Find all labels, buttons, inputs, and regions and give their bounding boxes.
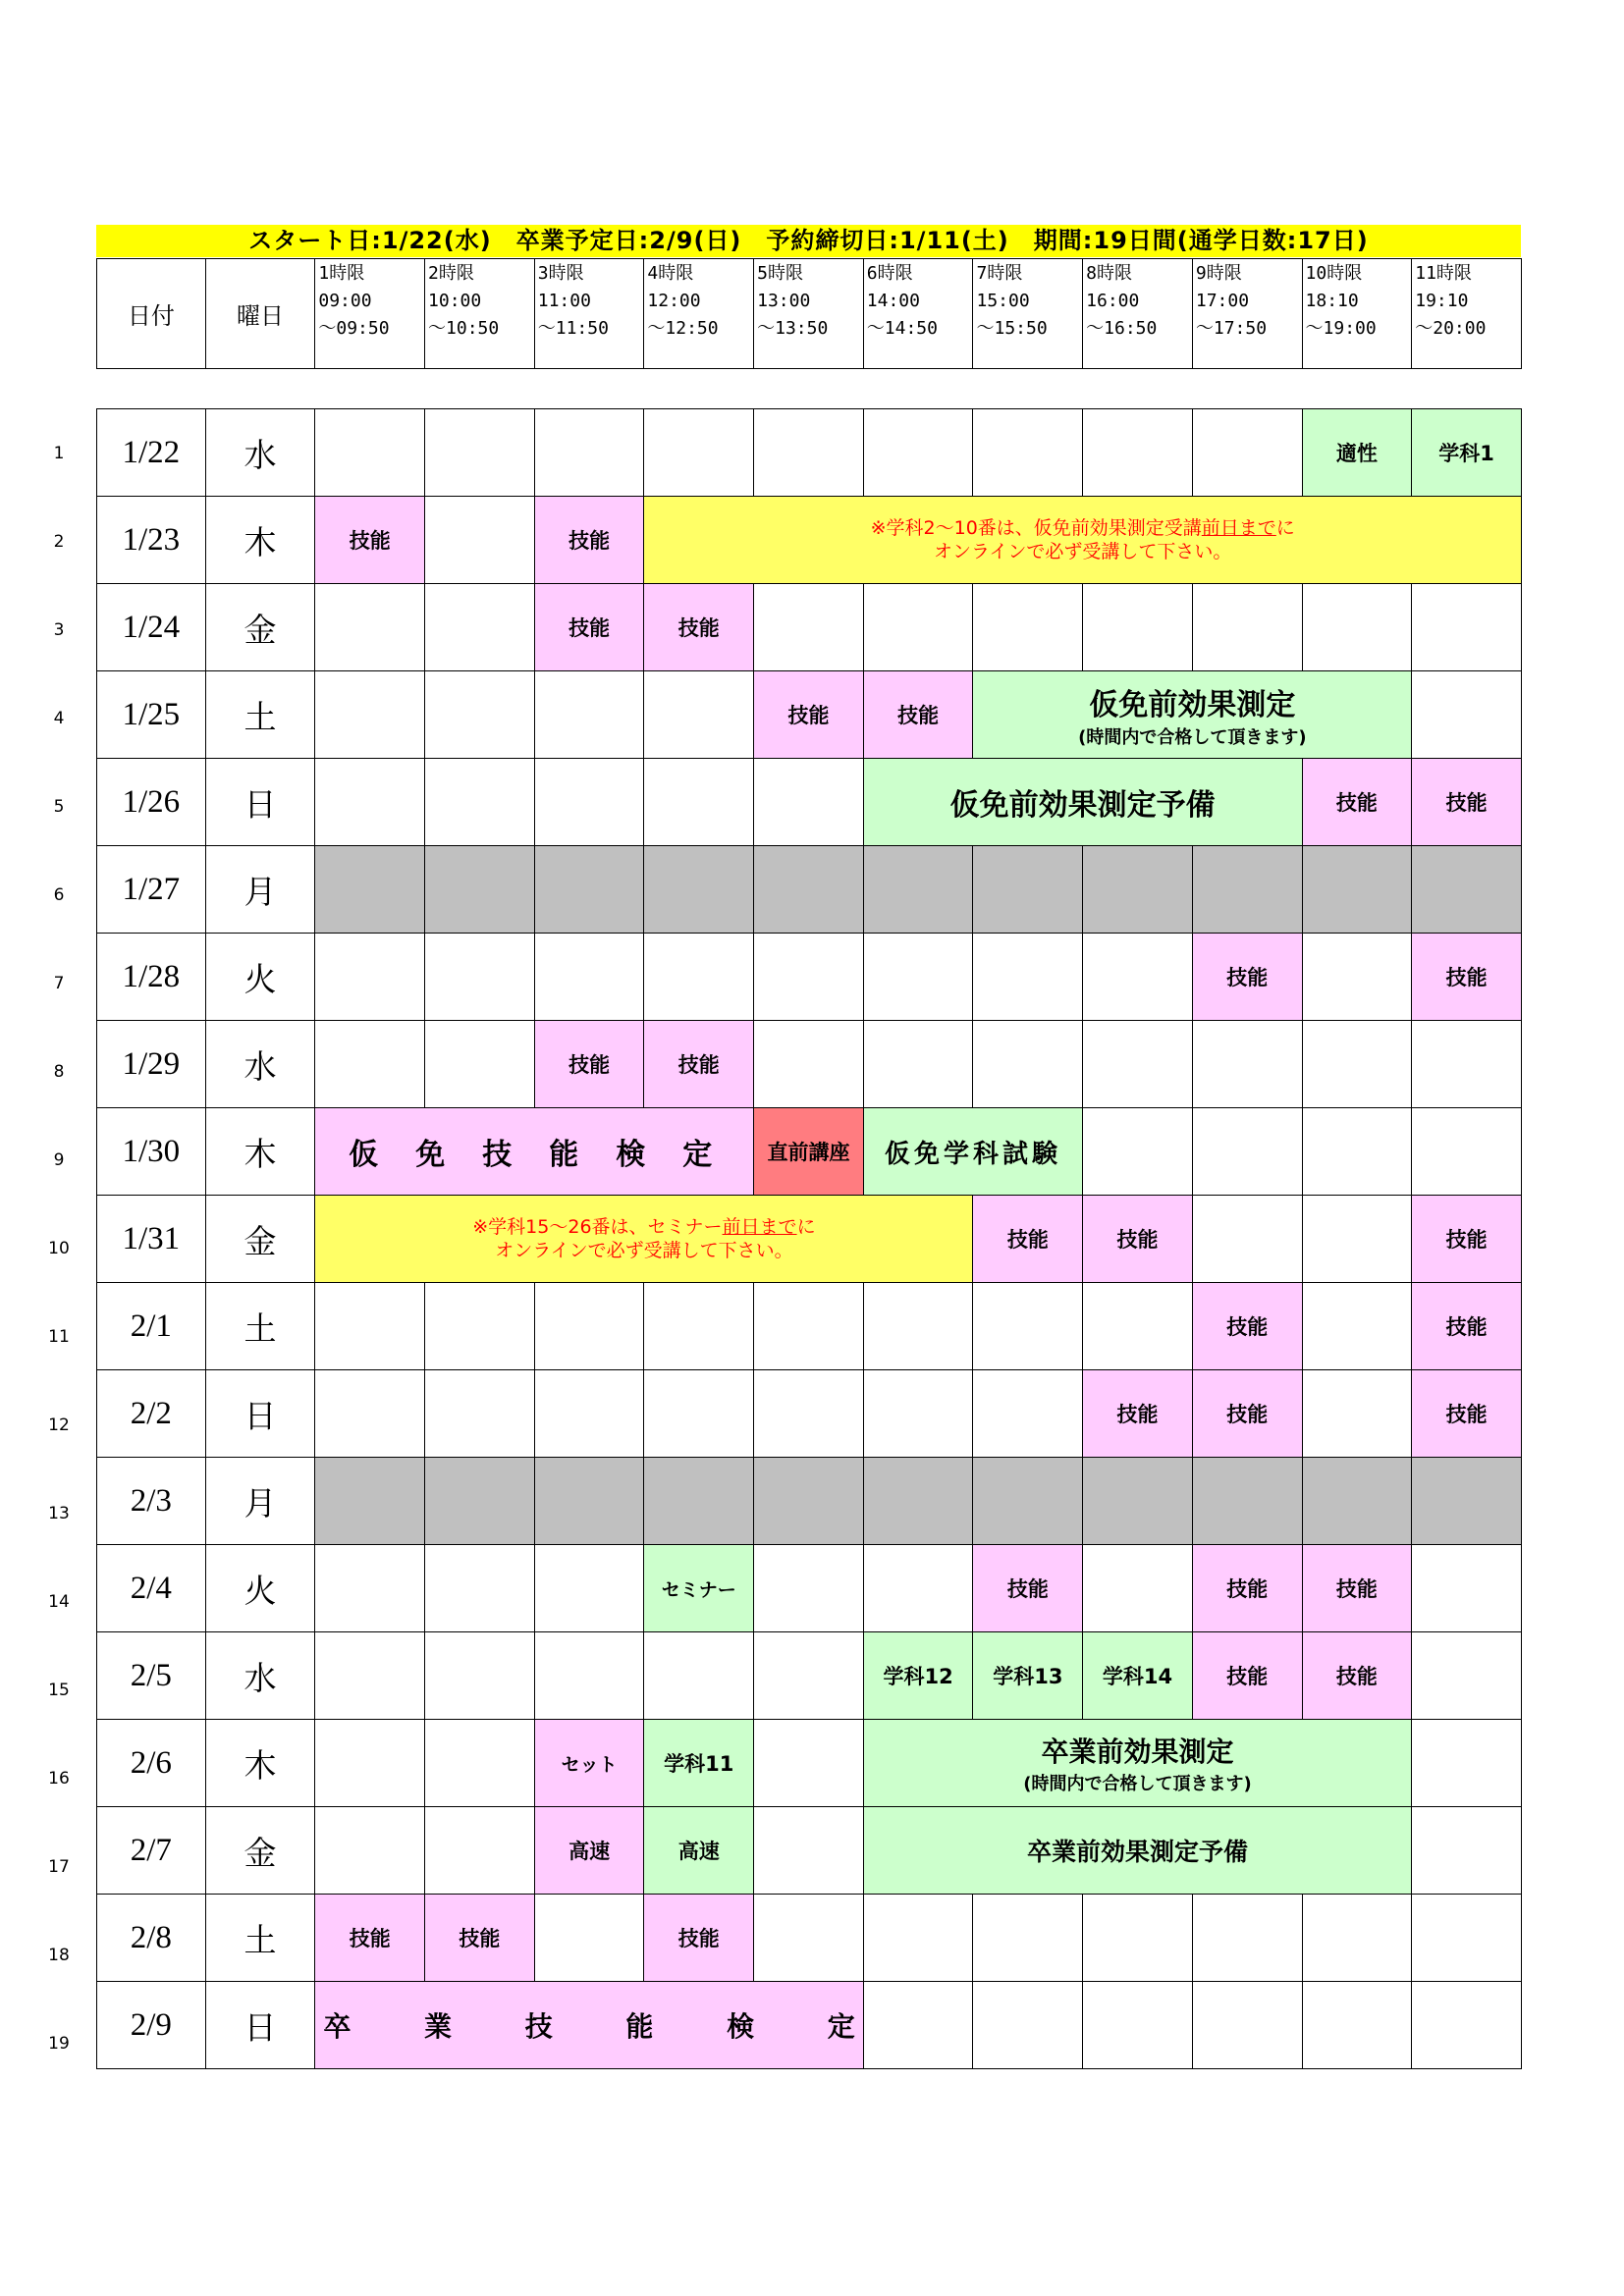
empty-slot bbox=[315, 1720, 425, 1807]
row-number: 5 bbox=[53, 797, 65, 817]
event-note: (時間内で合格して頂きます) bbox=[1078, 727, 1307, 748]
sotsugyo-kouka-yobi: 卒業前効果測定予備 bbox=[863, 1807, 1411, 1895]
period-header-10: 10時限 18:10 ～19:00 bbox=[1302, 259, 1412, 369]
closed-slot bbox=[1083, 1458, 1193, 1545]
notice-text: ※学科2～10番は、仮免前効果測定受講 bbox=[870, 517, 1202, 539]
schedule-row bbox=[97, 671, 1522, 759]
ginou-slot: 技能 bbox=[534, 497, 644, 584]
ginou-slot: 技能 bbox=[1083, 1370, 1193, 1458]
date-cell: 2/3 bbox=[97, 1458, 206, 1545]
empty-slot bbox=[754, 1720, 864, 1807]
closed-slot bbox=[425, 1458, 535, 1545]
closed-slot bbox=[1192, 1458, 1302, 1545]
empty-slot bbox=[425, 497, 535, 584]
empty-slot bbox=[1083, 1108, 1193, 1196]
empty-slot bbox=[1192, 1196, 1302, 1283]
empty-slot bbox=[863, 1545, 973, 1632]
row-number: 1 bbox=[53, 444, 65, 463]
ginou-slot: 技能 bbox=[1192, 1283, 1302, 1370]
dow-cell: 火 bbox=[205, 934, 315, 1021]
ginou-slot: 技能 bbox=[534, 584, 644, 671]
schedule-grid bbox=[96, 408, 1522, 2069]
empty-slot bbox=[973, 1283, 1083, 1370]
online-notice bbox=[644, 497, 1522, 584]
karimen-gakka-shiken: 仮免学科試験 bbox=[863, 1108, 1082, 1196]
empty-slot bbox=[1412, 1895, 1522, 1982]
date-cell: 1/23 bbox=[97, 497, 206, 584]
date-cell: 2/4 bbox=[97, 1545, 206, 1632]
date-cell: 1/27 bbox=[97, 846, 206, 934]
sotsugyo-ginou-kentei: 卒業技能検定 bbox=[315, 1982, 863, 2069]
empty-slot bbox=[1412, 1108, 1522, 1196]
empty-slot bbox=[315, 1370, 425, 1458]
date-cell: 2/1 bbox=[97, 1283, 206, 1370]
empty-slot bbox=[1412, 1720, 1522, 1807]
empty-slot bbox=[534, 934, 644, 1021]
period-header-2: 2時限 10:00 ～10:50 bbox=[425, 259, 535, 369]
empty-slot bbox=[425, 671, 535, 759]
empty-slot bbox=[1302, 1370, 1412, 1458]
kousoku-slot: 高速 bbox=[644, 1807, 754, 1895]
empty-slot bbox=[1302, 584, 1412, 671]
empty-slot bbox=[534, 759, 644, 846]
empty-slot bbox=[425, 584, 535, 671]
empty-slot bbox=[534, 1283, 644, 1370]
schedule-row bbox=[97, 1108, 1522, 1196]
ginou-slot: 技能 bbox=[973, 1196, 1083, 1283]
empty-slot bbox=[863, 1021, 973, 1108]
empty-slot bbox=[425, 1720, 535, 1807]
dow-cell: 月 bbox=[205, 1458, 315, 1545]
closed-slot bbox=[1412, 846, 1522, 934]
empty-slot bbox=[754, 934, 864, 1021]
schedule-row bbox=[97, 409, 1522, 497]
empty-slot bbox=[1192, 1108, 1302, 1196]
empty-slot bbox=[315, 1283, 425, 1370]
period-header-7: 7時限 15:00 ～15:50 bbox=[973, 259, 1083, 369]
empty-slot bbox=[315, 671, 425, 759]
schedule-row bbox=[97, 1982, 1522, 2069]
schedule-row bbox=[97, 1807, 1522, 1895]
empty-slot bbox=[973, 1982, 1083, 2069]
date-cell: 2/5 bbox=[97, 1632, 206, 1720]
empty-slot bbox=[315, 409, 425, 497]
empty-slot bbox=[973, 1370, 1083, 1458]
event-title: 卒業前効果測定 bbox=[1041, 1735, 1234, 1768]
schedule-row bbox=[97, 1895, 1522, 1982]
ginou-slot: 技能 bbox=[534, 1021, 644, 1108]
empty-slot bbox=[1412, 1807, 1522, 1895]
empty-slot bbox=[1302, 1021, 1412, 1108]
ginou-slot: 技能 bbox=[644, 584, 754, 671]
event-note: (時間内で合格して頂きます) bbox=[1023, 1774, 1252, 1794]
notice-underlined: 前日まで bbox=[1201, 517, 1276, 539]
empty-slot bbox=[1412, 584, 1522, 671]
empty-slot bbox=[973, 409, 1083, 497]
empty-slot bbox=[973, 1021, 1083, 1108]
row-number: 8 bbox=[53, 1062, 65, 1082]
empty-slot bbox=[425, 1632, 535, 1720]
gakka-slot: 学科12 bbox=[863, 1632, 973, 1720]
ginou-slot: 技能 bbox=[1302, 1545, 1412, 1632]
empty-slot bbox=[1083, 1982, 1193, 2069]
period-header-1: 1時限 09:00 ～09:50 bbox=[315, 259, 425, 369]
empty-slot bbox=[1412, 1982, 1522, 2069]
date-cell: 1/28 bbox=[97, 934, 206, 1021]
empty-slot bbox=[1302, 1196, 1412, 1283]
empty-slot bbox=[863, 584, 973, 671]
empty-slot bbox=[1302, 1283, 1412, 1370]
ginou-slot: 技能 bbox=[644, 1895, 754, 1982]
date-cell: 1/30 bbox=[97, 1108, 206, 1196]
closed-slot bbox=[534, 1458, 644, 1545]
row-number: 15 bbox=[48, 1681, 70, 1700]
ginou-slot: 技能 bbox=[1412, 934, 1522, 1021]
sotsugyo-kouka-sokutei bbox=[863, 1720, 1411, 1807]
empty-slot bbox=[315, 1545, 425, 1632]
empty-slot bbox=[754, 1283, 864, 1370]
empty-slot bbox=[1302, 1895, 1412, 1982]
period-header-8: 8時限 16:00 ～16:50 bbox=[1083, 259, 1193, 369]
ginou-slot: 技能 bbox=[1192, 934, 1302, 1021]
empty-slot bbox=[644, 759, 754, 846]
closed-slot bbox=[1302, 846, 1412, 934]
date-cell: 2/7 bbox=[97, 1807, 206, 1895]
empty-slot bbox=[1302, 1982, 1412, 2069]
empty-slot bbox=[754, 409, 864, 497]
schedule-banner: スタート日:1/22(水) 卒業予定日:2/9(日) 予約締切日:1/11(土) 期間:19日間(通学日数:17日) bbox=[96, 225, 1521, 257]
row-number: 9 bbox=[53, 1150, 65, 1170]
row-number: 18 bbox=[48, 1946, 70, 1965]
closed-slot bbox=[534, 846, 644, 934]
row-number: 6 bbox=[53, 885, 65, 905]
empty-slot bbox=[1412, 1632, 1522, 1720]
schedule-row bbox=[97, 1370, 1522, 1458]
row-number: 2 bbox=[53, 532, 65, 552]
dow-column-header: 曜日 bbox=[205, 259, 315, 369]
empty-slot bbox=[425, 1283, 535, 1370]
empty-slot bbox=[534, 409, 644, 497]
date-cell: 2/6 bbox=[97, 1720, 206, 1807]
closed-slot bbox=[644, 846, 754, 934]
row-number: 10 bbox=[48, 1239, 70, 1258]
schedule-row bbox=[97, 1283, 1522, 1370]
empty-slot bbox=[644, 1283, 754, 1370]
karimen-kouka-sokutei bbox=[973, 671, 1412, 759]
ginou-slot: 技能 bbox=[863, 671, 973, 759]
empty-slot bbox=[1083, 1021, 1193, 1108]
empty-slot bbox=[315, 759, 425, 846]
date-cell: 1/24 bbox=[97, 584, 206, 671]
dow-cell: 水 bbox=[205, 1632, 315, 1720]
dow-cell: 金 bbox=[205, 584, 315, 671]
ginou-slot: 技能 bbox=[973, 1545, 1083, 1632]
closed-slot bbox=[754, 1458, 864, 1545]
empty-slot bbox=[315, 1807, 425, 1895]
closed-slot bbox=[1192, 846, 1302, 934]
empty-slot bbox=[534, 671, 644, 759]
notice-line2: オンラインで必ず受講して下さい。 bbox=[495, 1240, 793, 1261]
empty-slot bbox=[1302, 934, 1412, 1021]
empty-slot bbox=[1412, 671, 1522, 759]
schedule-row bbox=[97, 1021, 1522, 1108]
ginou-slot: 技能 bbox=[1192, 1370, 1302, 1458]
event-title: 仮免前効果測定 bbox=[1089, 688, 1296, 722]
date-cell: 1/25 bbox=[97, 671, 206, 759]
ginou-slot: 技能 bbox=[754, 671, 864, 759]
empty-slot bbox=[1412, 1021, 1522, 1108]
empty-slot bbox=[863, 409, 973, 497]
date-cell: 2/2 bbox=[97, 1370, 206, 1458]
empty-slot bbox=[644, 1370, 754, 1458]
notice-underlined: 前日まで bbox=[722, 1216, 797, 1238]
karimen-kouka-yobi: 仮免前効果測定予備 bbox=[863, 759, 1302, 846]
dow-cell: 金 bbox=[205, 1807, 315, 1895]
dow-cell: 木 bbox=[205, 497, 315, 584]
empty-slot bbox=[1192, 1982, 1302, 2069]
empty-slot bbox=[534, 1895, 644, 1982]
empty-slot bbox=[534, 1545, 644, 1632]
gakka-slot: 学科1 bbox=[1412, 409, 1522, 497]
dow-cell: 木 bbox=[205, 1108, 315, 1196]
empty-slot bbox=[1192, 1895, 1302, 1982]
schedule-row bbox=[97, 846, 1522, 934]
ginou-slot: 技能 bbox=[1412, 1370, 1522, 1458]
gakka-slot: 学科11 bbox=[644, 1720, 754, 1807]
empty-slot bbox=[1302, 1108, 1412, 1196]
row-number: 13 bbox=[48, 1504, 70, 1523]
closed-slot bbox=[1412, 1458, 1522, 1545]
empty-slot bbox=[644, 409, 754, 497]
empty-slot bbox=[425, 934, 535, 1021]
kousoku-slot: 高速 bbox=[534, 1807, 644, 1895]
period-header-6: 6時限 14:00 ～14:50 bbox=[863, 259, 973, 369]
empty-slot bbox=[644, 1632, 754, 1720]
empty-slot bbox=[973, 584, 1083, 671]
closed-slot bbox=[863, 846, 973, 934]
closed-slot bbox=[315, 1458, 425, 1545]
period-header-5: 5時限 13:00 ～13:50 bbox=[754, 259, 864, 369]
dow-cell: 日 bbox=[205, 1982, 315, 2069]
empty-slot bbox=[1192, 409, 1302, 497]
closed-slot bbox=[973, 1458, 1083, 1545]
dow-cell: 月 bbox=[205, 846, 315, 934]
dow-cell: 水 bbox=[205, 409, 315, 497]
row-number: 4 bbox=[53, 709, 65, 728]
empty-slot bbox=[315, 1632, 425, 1720]
dow-cell: 土 bbox=[205, 671, 315, 759]
date-cell: 1/26 bbox=[97, 759, 206, 846]
empty-slot bbox=[1083, 1545, 1193, 1632]
empty-slot bbox=[1412, 1545, 1522, 1632]
empty-slot bbox=[754, 1370, 864, 1458]
period-header-3: 3時限 11:00 ～11:50 bbox=[534, 259, 644, 369]
closed-slot bbox=[644, 1458, 754, 1545]
ginou-slot: 技能 bbox=[1412, 759, 1522, 846]
notice-text: に bbox=[796, 1216, 816, 1238]
seminar-slot: セミナー bbox=[644, 1545, 754, 1632]
notice-text: に bbox=[1275, 517, 1295, 539]
empty-slot bbox=[1192, 1021, 1302, 1108]
dow-cell: 火 bbox=[205, 1545, 315, 1632]
schedule-row bbox=[97, 1196, 1522, 1283]
date-cell: 2/8 bbox=[97, 1895, 206, 1982]
date-cell: 1/22 bbox=[97, 409, 206, 497]
gakka-slot: 学科14 bbox=[1083, 1632, 1193, 1720]
empty-slot bbox=[754, 759, 864, 846]
tekisei-slot: 適性 bbox=[1302, 409, 1412, 497]
row-number: 7 bbox=[53, 974, 65, 993]
empty-slot bbox=[534, 1370, 644, 1458]
empty-slot bbox=[863, 1982, 973, 2069]
empty-slot bbox=[754, 1895, 864, 1982]
empty-slot bbox=[315, 584, 425, 671]
dow-cell: 金 bbox=[205, 1196, 315, 1283]
ginou-slot: 技能 bbox=[644, 1021, 754, 1108]
notice-text: ※学科15～26番は、セミナー bbox=[472, 1216, 723, 1238]
closed-slot bbox=[315, 846, 425, 934]
empty-slot bbox=[754, 1545, 864, 1632]
set-slot: セット bbox=[534, 1720, 644, 1807]
empty-slot bbox=[1083, 584, 1193, 671]
ginou-slot: 技能 bbox=[1192, 1545, 1302, 1632]
period-header-9: 9時限 17:00 ～17:50 bbox=[1192, 259, 1302, 369]
date-cell: 2/9 bbox=[97, 1982, 206, 2069]
row-number: 11 bbox=[48, 1327, 70, 1347]
schedule-row bbox=[97, 497, 1522, 584]
closed-slot bbox=[973, 846, 1083, 934]
period-header-table bbox=[96, 258, 1522, 369]
empty-slot bbox=[425, 409, 535, 497]
ginou-slot: 技能 bbox=[315, 1895, 425, 1982]
row-number: 17 bbox=[48, 1857, 70, 1877]
ginou-slot: 技能 bbox=[1192, 1632, 1302, 1720]
closed-slot bbox=[1302, 1458, 1412, 1545]
empty-slot bbox=[425, 1021, 535, 1108]
empty-slot bbox=[644, 671, 754, 759]
ginou-slot: 技能 bbox=[1412, 1283, 1522, 1370]
ginou-slot: 技能 bbox=[425, 1895, 535, 1982]
empty-slot bbox=[1083, 934, 1193, 1021]
ginou-slot: 技能 bbox=[315, 497, 425, 584]
closed-slot bbox=[754, 846, 864, 934]
ginou-slot: 技能 bbox=[1302, 1632, 1412, 1720]
empty-slot bbox=[863, 1895, 973, 1982]
closed-slot bbox=[863, 1458, 973, 1545]
empty-slot bbox=[1083, 409, 1193, 497]
row-number: 3 bbox=[53, 620, 65, 640]
dow-cell: 日 bbox=[205, 1370, 315, 1458]
dow-cell: 日 bbox=[205, 759, 315, 846]
empty-slot bbox=[315, 1021, 425, 1108]
empty-slot bbox=[425, 1370, 535, 1458]
schedule-row bbox=[97, 1458, 1522, 1545]
period-header-11: 11時限 19:10 ～20:00 bbox=[1412, 259, 1522, 369]
row-number: 16 bbox=[48, 1769, 70, 1789]
schedule-row bbox=[97, 1720, 1522, 1807]
notice-line2: オンラインで必ず受講して下さい。 bbox=[933, 541, 1232, 562]
date-column-header: 日付 bbox=[97, 259, 206, 369]
dow-cell: 土 bbox=[205, 1895, 315, 1982]
ginou-slot: 技能 bbox=[1412, 1196, 1522, 1283]
closed-slot bbox=[425, 846, 535, 934]
empty-slot bbox=[644, 934, 754, 1021]
empty-slot bbox=[863, 934, 973, 1021]
ginou-slot: 技能 bbox=[1302, 759, 1412, 846]
empty-slot bbox=[973, 934, 1083, 1021]
row-number: 19 bbox=[48, 2034, 70, 2054]
row-number: 14 bbox=[48, 1592, 70, 1612]
date-cell: 1/29 bbox=[97, 1021, 206, 1108]
empty-slot bbox=[863, 1283, 973, 1370]
empty-slot bbox=[315, 934, 425, 1021]
empty-slot bbox=[1192, 584, 1302, 671]
online-notice bbox=[315, 1196, 973, 1283]
empty-slot bbox=[754, 584, 864, 671]
row-number: 12 bbox=[48, 1415, 70, 1435]
empty-slot bbox=[754, 1807, 864, 1895]
empty-slot bbox=[973, 1895, 1083, 1982]
gakka-slot: 学科13 bbox=[973, 1632, 1083, 1720]
period-header-4: 4時限 12:00 ～12:50 bbox=[644, 259, 754, 369]
date-cell: 1/31 bbox=[97, 1196, 206, 1283]
schedule-row bbox=[97, 584, 1522, 671]
empty-slot bbox=[534, 1632, 644, 1720]
empty-slot bbox=[754, 1632, 864, 1720]
empty-slot bbox=[754, 1021, 864, 1108]
ginou-slot: 技能 bbox=[1083, 1196, 1193, 1283]
schedule-row bbox=[97, 1632, 1522, 1720]
dow-cell: 水 bbox=[205, 1021, 315, 1108]
empty-slot bbox=[1083, 1895, 1193, 1982]
karimen-ginou-kentei: 仮免技能検定 bbox=[315, 1108, 754, 1196]
chokuzen-kouza: 直前講座 bbox=[754, 1108, 864, 1196]
empty-slot bbox=[863, 1370, 973, 1458]
dow-cell: 木 bbox=[205, 1720, 315, 1807]
closed-slot bbox=[1083, 846, 1193, 934]
schedule-row bbox=[97, 1545, 1522, 1632]
schedule-row bbox=[97, 934, 1522, 1021]
dow-cell: 土 bbox=[205, 1283, 315, 1370]
empty-slot bbox=[1083, 1283, 1193, 1370]
schedule-row bbox=[97, 759, 1522, 846]
empty-slot bbox=[425, 1545, 535, 1632]
empty-slot bbox=[425, 1807, 535, 1895]
empty-slot bbox=[425, 759, 535, 846]
